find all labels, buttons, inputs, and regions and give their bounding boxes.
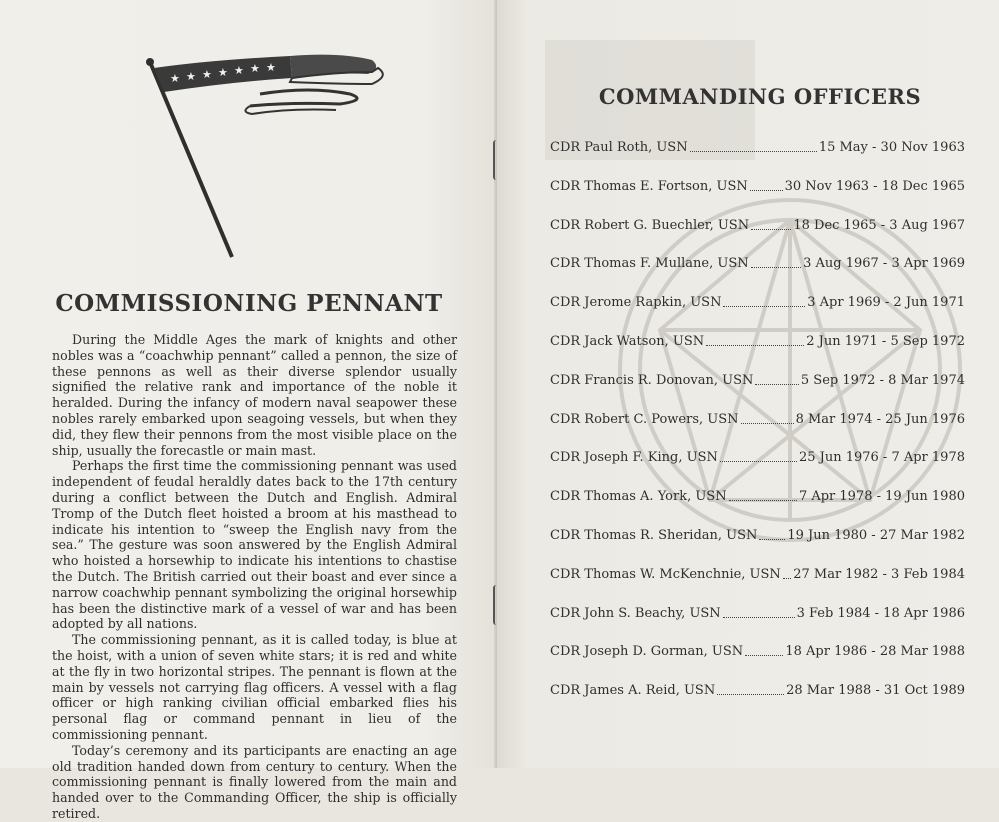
svg-text:★: ★ [186,70,196,83]
paragraph: Perhaps the first time the commissioning pennant was used independent of feudal heraldly dates back to the 17th century during a conflict between the Dutch and English. Admiral Tromp of the Dutch fleet hoisted a broom at his masthead to indicate his intention to “sweep the English navy from the sea.” The gesture was soon answered by the English Admiral who hoisted a horsewhip to indicate his intentions to chastise the Dutch. The British carried out their boast and ever since a narrow coachwhip pennant symbolizing the original horsewhip has been the distinctive mark of a vessel of war and has been adopted by all nations. [52,458,457,632]
officer-row [550,140,965,179]
officer-name: CDR Robert C. Powers, USN [550,411,739,427]
dot-leader [745,644,783,656]
pennant-title: COMMISSIONING PENNANT [55,290,443,317]
officer-name: CDR Thomas W. McKenchnie, USN [550,566,781,582]
officer-name: CDR Paul Roth, USN [550,140,688,155]
dot-leader [729,489,797,501]
officer-row [550,295,965,334]
svg-text:★: ★ [234,64,244,77]
officers-list [550,140,965,722]
dot-leader [751,256,801,268]
officer-dates: 3 Feb 1984 - 18 Apr 1986 [796,605,965,621]
svg-text:★: ★ [202,68,212,81]
officer-name: CDR Robert G. Buechler, USN [550,217,750,233]
officer-dates: 2 Jun 1971 - 5 Sep 1972 [806,333,965,349]
officer-row [550,373,965,412]
paragraph: The commissioning pennant, as it is called today, is blue at the hoist, with a union of seven white stars; it is red and white at the fly in two horizontal stripes. The pennant is flown at the main by vessels not carrying flag officers. A vessel with a flag officer or high ranking civilian official embarked flies his personal flag or command pennant in lieu of the commissioning pennant. [52,632,457,742]
officer-name: CDR Thomas R. Sheridan, USN [550,527,758,543]
paragraph: During the Middle Ages the mark of knights and other nobles was a “coachwhip pennant” called a pennon, the size of these pennons as well as their diverse splendor usually signified the relative rank and importance of the noble it heralded. During the infancy of modern naval seapower these nobles rarely embarked upon seagoing vessels, but when they did, they flew their pennons from the most visible place on the ship, usually the forecastle or main mast. [52,332,457,458]
left-page [0,0,497,821]
officer-dates: 5 Sep 1972 - 8 Mar 1974 [800,372,965,388]
svg-text:★: ★ [250,62,260,75]
officer-row [550,683,965,722]
officer-name: CDR Thomas F. Mullane, USN [550,256,749,272]
officer-row [550,450,965,489]
officer-row [550,218,965,257]
officer-row [550,489,965,528]
officer-row [550,644,965,683]
paragraph: Today’s ceremony and its participants are enacting an age old tradition handed down from century to century. When the commissioning pennant is finally lowered from the main and handed over to the Commanding Officer, the ship is officially retired. [52,742,457,821]
officer-name: CDR Joseph D. Gorman, USN [550,644,744,660]
officer-row [550,256,965,295]
officer-dates: 7 Apr 1978 - 19 Jun 1980 [798,489,965,505]
officer-name: CDR John S. Beachy, USN [550,605,721,621]
officer-dates: 19 Jun 1980 - 27 Mar 1982 [787,527,965,543]
dot-leader [759,528,785,540]
officer-name: CDR Jack Watson, USN [550,333,705,349]
svg-text:★: ★ [170,72,180,85]
dot-leader [751,218,791,230]
officer-dates: 18 Apr 1986 - 28 Mar 1988 [785,644,965,660]
dot-leader [723,606,795,618]
dot-leader [717,683,784,695]
officer-dates: 8 Mar 1974 - 25 Jun 1976 [795,411,965,427]
officer-dates: 27 Mar 1982 - 3 Feb 1984 [793,566,965,582]
dot-leader [783,567,791,579]
dot-leader [723,295,805,307]
dot-leader [755,373,799,385]
svg-text:★: ★ [266,61,276,74]
officer-name: CDR Joseph F. King, USN [550,450,718,466]
officer-row [550,179,965,218]
officer-name: CDR Thomas A. York, USN [550,489,727,505]
dot-leader [750,179,783,191]
officer-dates: 28 Mar 1988 - 31 Oct 1989 [786,683,965,699]
officer-row [550,334,965,373]
svg-text:★: ★ [218,66,228,79]
officer-dates: 3 Apr 1969 - 2 Jun 1971 [807,295,965,311]
officer-name: CDR Francis R. Donovan, USN [550,372,754,388]
pennant-history-text [52,332,457,822]
commanding-officers-title: COMMANDING OFFICERS [598,84,922,109]
officer-row [550,567,965,606]
officer-dates: 3 Aug 1967 - 3 Apr 1969 [803,256,965,272]
commissioning-pennant-icon [140,42,390,267]
officer-dates: 15 May - 30 Nov 1963 [818,140,965,155]
dot-leader [741,412,794,424]
officer-dates: 30 Nov 1963 - 18 Dec 1965 [784,178,965,194]
officer-name: CDR Thomas E. Fortson, USN [550,178,748,194]
dot-leader [706,334,804,346]
dot-leader [720,450,797,462]
officer-row [550,528,965,567]
officer-dates: 25 Jun 1976 - 7 Apr 1978 [798,450,965,466]
officer-row [550,606,965,645]
officer-dates: 18 Dec 1965 - 3 Aug 1967 [793,217,965,233]
officer-row [550,412,965,451]
dot-leader [690,140,817,152]
officer-name: CDR James A. Reid, USN [550,683,716,699]
officer-name: CDR Jerome Rapkin, USN [550,295,722,311]
